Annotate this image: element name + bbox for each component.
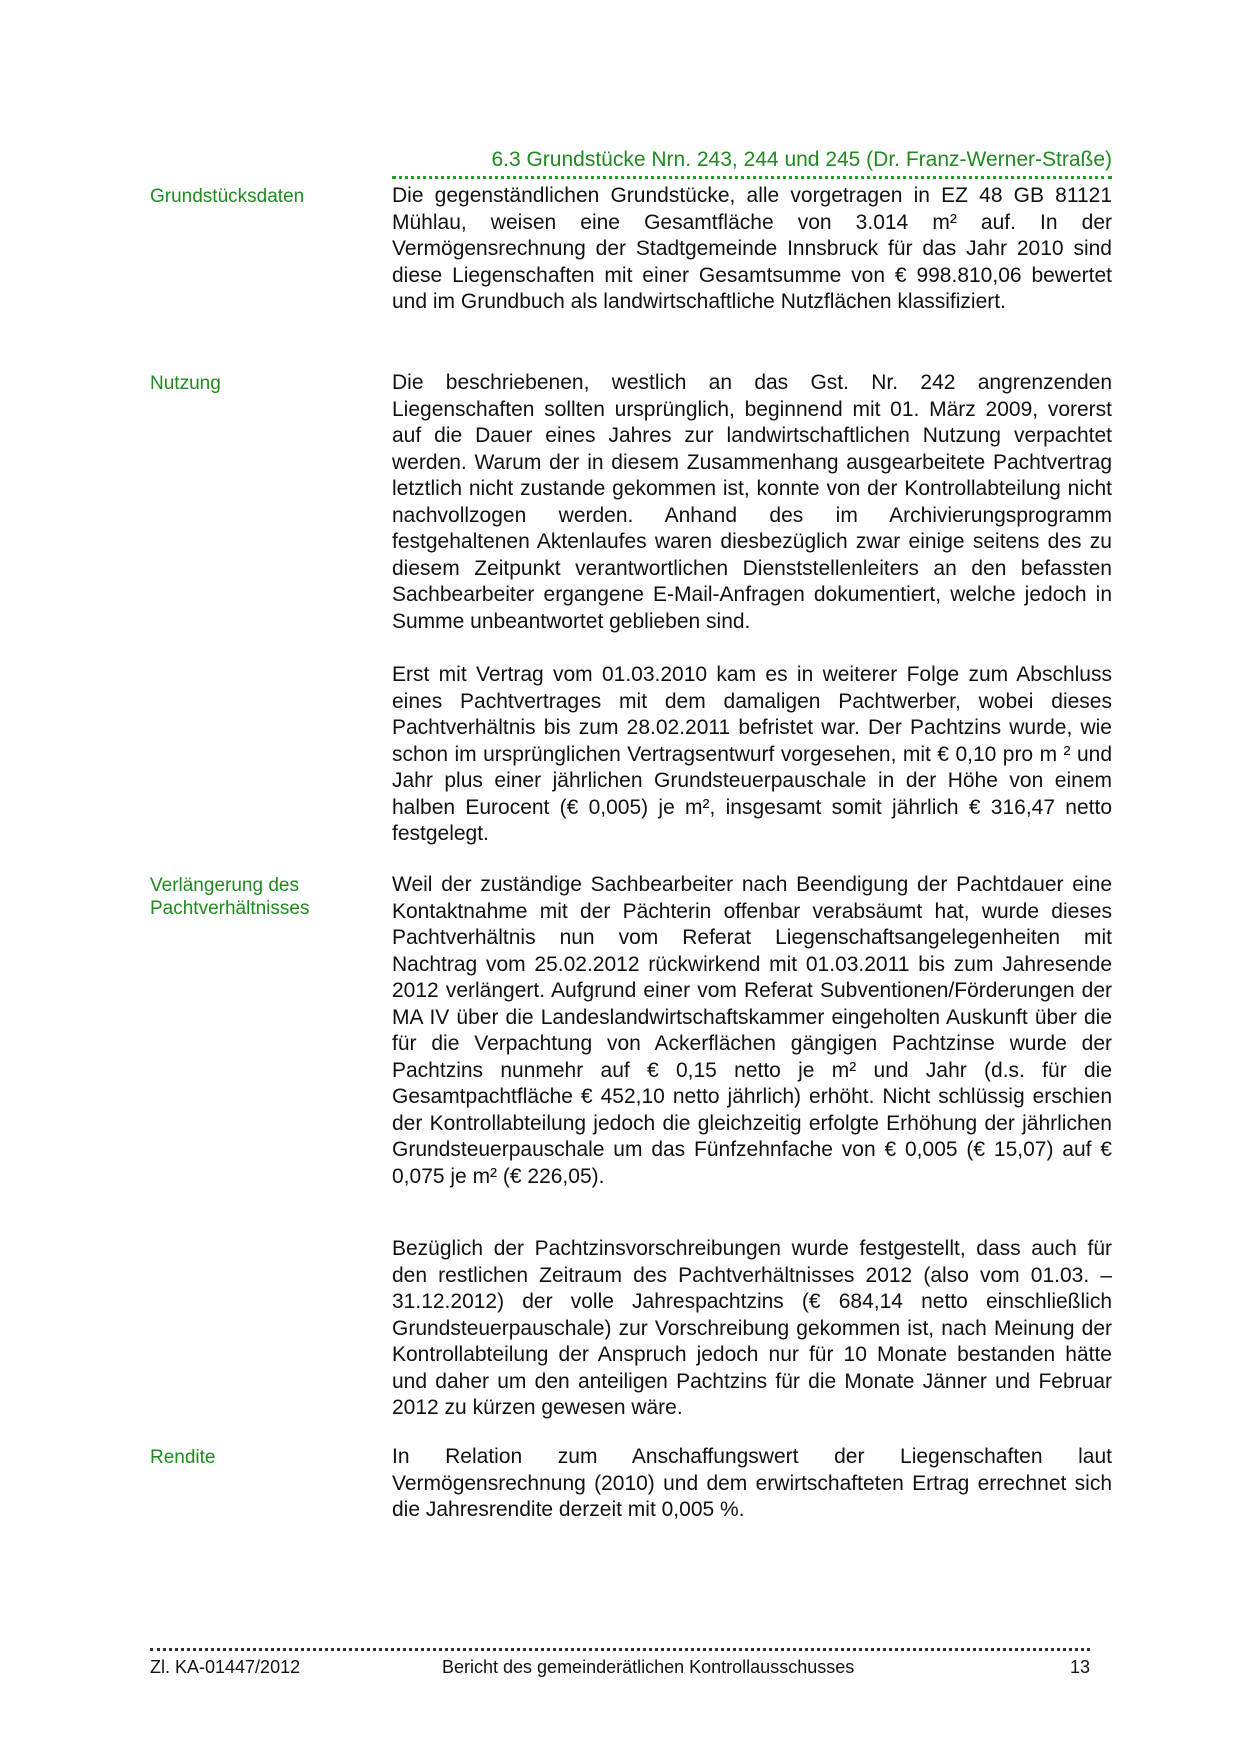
paragraph-text: Bezüglich der Pachtzinsvorschreibungen wurde festgestellt, dass auch für den restlichen Zeitraum des Pachtverhältnisses 2012 (also vom 01.03. – 31.12.2012) der volle Jahrespachtzins (€ 684,14 netto einschließlich Grundsteuerpauschale) zur Vorschreibung gekommen ist, nach Meinung der Kontrollabteilung der Anspruch jedoch nur für 10 Monate bestanden hätte und daher um den anteiligen Pachtzins für die Monate Jänner und Februar 2012 zu kürzen gewesen wäre.	[392, 1237, 1112, 1419]
paragraph-rendite	[392, 1444, 1112, 1524]
paragraph-verlaengerung	[392, 872, 1112, 1190]
footer-title: Bericht des gemeinderätlichen Kontrollausschusses	[442, 1657, 855, 1677]
paragraph-text: Die gegenständlichen Grundstücke, alle vorgetragen in EZ 48 GB 81121 Mühlau, weisen eine Gesamtfläche von 3.014 m² auf. In der Vermögensrechnung der Stadtgemeinde Innsbruck für das Jahr 2010 sind diese Liegenschaften mit einer Gesamtsumme von € 998.810,06 bewertet und im Grundbuch als landwirtschaftliche Nutzflächen klassifiziert.	[392, 184, 1112, 313]
margin-label-rendite: Rendite	[150, 1447, 216, 1468]
margin-label-verlaengerung	[150, 874, 370, 920]
paragraph-text: In Relation zum Anschaffungswert der Liegenschaften laut Vermögensrechnung (2010) und dem erwirtschafteten Ertrag errechnet sich die Jahresrendite derzeit mit 0,005 %.	[392, 1445, 1112, 1521]
footer-divider	[150, 1648, 1090, 1651]
footer-reference: Zl. KA-01447/2012	[150, 1657, 301, 1677]
heading-divider	[392, 176, 1112, 179]
paragraph-grundstuecksdaten	[392, 183, 1112, 316]
paragraph-nutzung	[392, 370, 1112, 635]
page-number: 13	[1070, 1657, 1091, 1677]
margin-label-line: Verlängerung des	[150, 875, 299, 896]
paragraph-text: Weil der zuständige Sachbearbeiter nach Beendigung der Pachtdauer eine Kontaktnahme mit der Pächterin offenbar verabsäumt hat, wurde dieses Pachtverhältnis nun vom Referat Liegenschaftsangelegenheiten mit Nachtrag vom 25.02.2012 rückwirkend mit 01.03.2011 bis zum Jahresende 2012 verlängert. Aufgrund einer vom Referat Subventionen/Förderungen der MA IV über die Landeslandwirtschaftskammer eingeholten Auskunft über die für die Verpachtung von Ackerflächen gängigen Pachtzinse wurde der Pachtzins nunmehr auf € 0,15 netto je m² und Jahr (d.s. für die Gesamtpachtfläche € 452,10 netto jährlich) erhöht. Nicht schlüssig erschien der Kontrollabteilung jedoch die gleichzeitig erfolgte Erhöhung der jährlichen Grundsteuerpauschale um das Fünfzehnfache von € 0,005 (€ 15,07) auf € 0,075 je m² (€ 226,05).	[392, 873, 1112, 1188]
paragraph-text: Die beschriebenen, westlich an das Gst. Nr. 242 angrenzenden Liegenschaften sollten ursprünglich, beginnend mit 01. März 2009, vorerst auf die Dauer eines Jahres zur landwirtschaftlichen Nutzung verpachtet werden. Warum der in diesem Zusammenhang ausgearbeitete Pachtvertrag letztlich nicht zustande gekommen ist, konnte von der Kontrollabteilung nicht nachvollzogen werden. Anhand des im Archivierungsprogramm festgehaltenen Aktenlaufes waren diesbezüglich zwar einige seitens des zu diesem Zeitpunkt verantwortlichen Dienststellenleiters an den befassten Sachbearbeiter ergangene E-Mail-Anfragen dokumentiert, welche jedoch in Summe unbeantwortet geblieben sind.	[392, 371, 1112, 633]
margin-label-grundstuecksdaten: Grundstücksdaten	[150, 186, 305, 207]
paragraph-pachtzinsvorschreibung	[392, 1236, 1112, 1422]
paragraph-text: Erst mit Vertrag vom 01.03.2010 kam es in weiterer Folge zum Abschluss eines Pachtvertrages mit dem damaligen Pachtwerber, wobei dieses Pachtverhältnis bis zum 28.02.2011 befristet war. Der Pachtzins wurde, wie schon im ursprünglichen Vertragsentwurf vorgesehen, mit € 0,10 pro m ² und Jahr plus einer jährlichen Grundsteuerpauschale in der Höhe von einem halben Eurocent (€ 0,005) je m², insgesamt somit jährlich € 316,47 netto festgelegt.	[392, 663, 1112, 845]
margin-label-line: Pachtverhältnisses	[150, 898, 310, 919]
section-heading: 6.3 Grundstücke Nrn. 243, 244 und 245 (Dr. Franz-Werner-Straße)	[491, 148, 1112, 171]
margin-label-nutzung: Nutzung	[150, 373, 221, 394]
paragraph-pachtvertrag	[392, 662, 1112, 848]
